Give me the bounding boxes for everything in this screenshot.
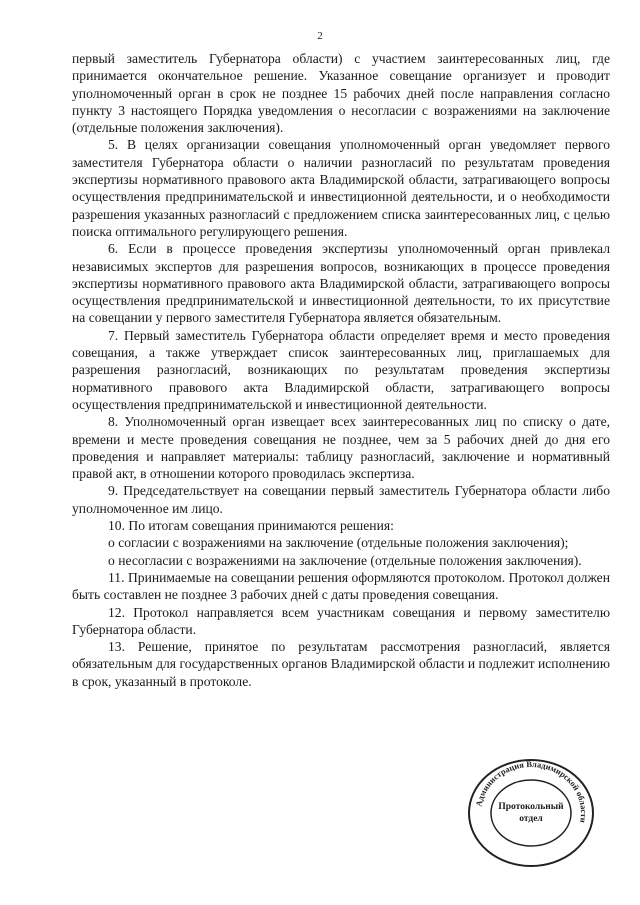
page-number: 2 [317,30,323,42]
stamp-line-1: Протокольный [498,802,564,812]
paragraph-5: 5. В целях организации совещания уполномоченный орган уведомляет первого заместителя Губернатора области о наличии разногласий по результатам проведения экспертизы нормативного правового акта Владимирской области, затрагивающего вопросы осуществления предпринимательской и инвестиционной деятельности, и о необходимости разрешения указанных разногласий с предложением списка заинтересованных лиц, с целью поиска оптимального регулирующего решения. [72,137,610,239]
paragraph-6: 6. Если в процессе проведения экспертизы уполномоченный орган привлекал независимых экспертов для разрешения вопросов, возникающих в процессе проведения экспертизы нормативного правового акта Владимирской области, затрагивающего вопросы осуществления предпринимательской и инвестиционной деятельности, то их присутствие на совещании у первого заместителя Губернатора является обязательным. [72,241,610,326]
paragraph-9: 9. Председательствует на совещании первый заместитель Губернатора области либо уполномоченное им лицо. [72,483,610,516]
stamp-inner-text [494,801,568,825]
decision-option-disagree: о несогласии с возражениями на заключение (отдельные положения заключения). [108,552,582,568]
paragraph-12: 12. Протокол направляется всем участникам совещания и первому заместителю Губернатора области. [72,604,610,637]
stamp-line-2: отдел [519,814,543,824]
document-body [72,50,610,690]
official-stamp [466,758,596,868]
paragraph-7: 7. Первый заместитель Губернатора области определяет время и место проведения совещания, а также утверждает список заинтересованных лиц, приглашаемых для разрешения разногласий, возникающих по результатам проведения экспертизы нормативного правового акта Владимирской области, затрагивающего вопросы осуществления предпринимательской и инвестиционной деятельности. [72,327,610,412]
paragraph-11: 11. Принимаемые на совещании решения оформляются протоколом. Протокол должен быть составлен не позднее 3 рабочих дней с даты проведения совещания. [72,569,610,603]
paragraph-10: 10. По итогам совещания принимаются решения: [108,518,394,534]
paragraph-13: 13. Решение, принятое по результатам рассмотрения разногласий, является обязательным для государственных органов Владимирской области и подлежит исполнению в срок, указанный в протоколе. [72,639,610,689]
decision-option-agree: о согласии с возражениями на заключение (отдельные положения заключения); [108,535,569,551]
paragraph-8: 8. Уполномоченный орган извещает всех заинтересованных лиц по списку о дате, времени и месте проведения совещания не позднее, чем за 5 рабочих дней до дня его проведения и направляет материалы: таблицу разногласий, заключение и нормативный правой акт, в отношении которого проводилась экспертиза. [72,414,610,482]
paragraph-continuation: первый заместитель Губернатора области) с участием заинтересованных лиц, где принимается окончательное решение. Указанное совещание организует и проводит уполномоченный орган в срок не позднее 15 рабочих дней после направления согласно пункту 3 настоящего Порядка уведомления о несогласии с возражениями на заключение (отдельные положения заключения). [72,51,610,136]
stamp-ring-text: Администрация Владимирской области [473,758,590,824]
